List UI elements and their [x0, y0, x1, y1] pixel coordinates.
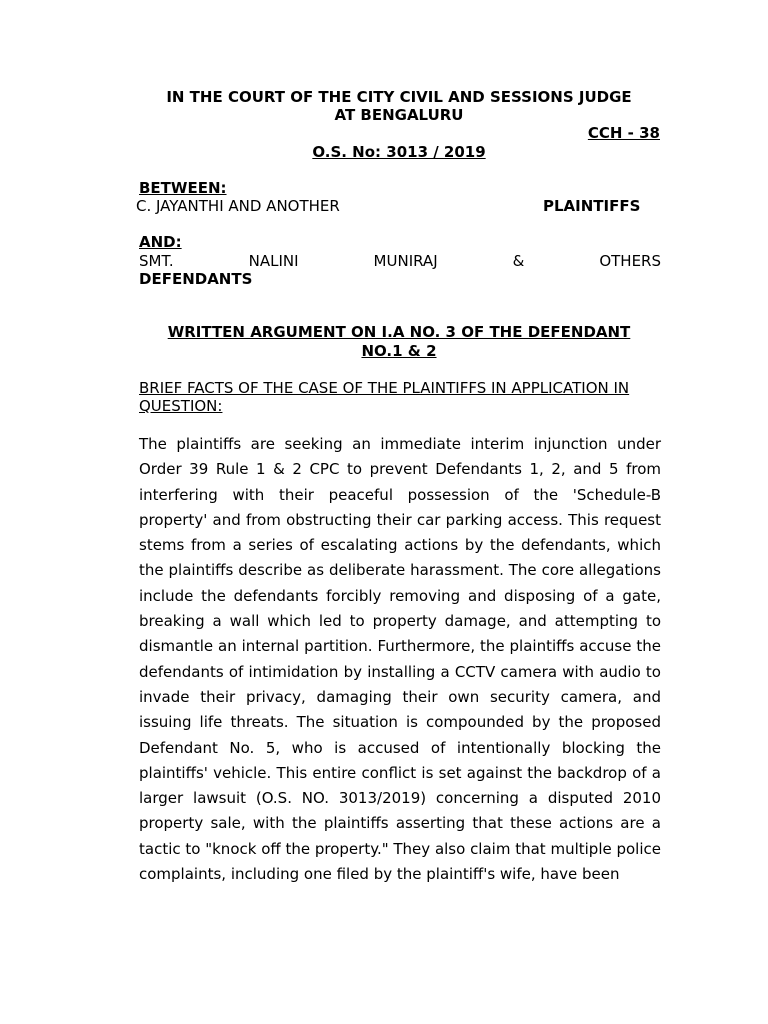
- defendant-word: OTHERS: [599, 252, 661, 270]
- defendant-name: [139, 252, 661, 270]
- brief-facts-heading-line-1: BRIEF FACTS OF THE CASE OF THE PLAINTIFFS IN APPLICATION IN: [139, 379, 630, 397]
- plaintiff-name: C. JAYANTHI AND ANOTHER: [136, 197, 340, 215]
- court-location-heading: AT BENGALURU: [334, 106, 464, 124]
- argument-title: [138, 323, 660, 361]
- court-name-heading: IN THE COURT OF THE CITY CIVIL AND SESSIONS JUDGE: [166, 88, 632, 106]
- brief-facts-paragraph: The plaintiffs are seeking an immediate interim injunction under Order 39 Rule 1 & 2 CPC to prevent Defendants 1, 2, and 5 from interfering with their peaceful possession of the 'Schedule-B property' and from obstructing their car parking access. This request stems from a series of escalating actions by the defendants, which the plaintiffs describe as deliberate harassment. The core allegations include the defendants forcibly removing and disposing of a gate, breaking a wall which led to property damage, and attempting to dismantle an internal partition. Furthermore, the plaintiffs accuse the defendants of intimidation by installing a CCTV camera with audio to invade their privacy, damaging their own security camera, and issuing life threats. The situation is compounded by the proposed Defendant No. 5, who is accused of intentionally blocking the plaintiffs' vehicle. This entire conflict is set against the backdrop of a larger lawsuit (O.S. NO. 3013/2019) concerning a disputed 2010 property sale, with the plaintiffs asserting that these actions are a tactic to "knock off the property." They also claim that multiple police complaints, including one filed by the plaintiff's wife, have been: [139, 435, 661, 884]
- brief-facts-heading: [139, 379, 661, 415]
- plaintiffs-label: PLAINTIFFS: [543, 197, 641, 215]
- defendant-word: NALINI: [248, 252, 299, 270]
- argument-title-line-2: NO.1 & 2: [361, 342, 437, 360]
- court-hall-number: CCH - 38: [587, 124, 660, 142]
- defendants-label: DEFENDANTS: [139, 270, 253, 288]
- and-label: AND:: [139, 233, 182, 251]
- defendant-word: &: [512, 252, 525, 270]
- argument-title-line-1: WRITTEN ARGUMENT ON I.A NO. 3 OF THE DEFENDANT: [167, 323, 631, 341]
- between-label: BETWEEN:: [139, 179, 227, 197]
- defendant-word: MUNIRAJ: [373, 252, 438, 270]
- defendant-word: SMT.: [139, 252, 174, 270]
- case-number: O.S. No: 3013 / 2019: [312, 143, 486, 161]
- brief-facts-heading-line-2: QUESTION:: [139, 397, 223, 415]
